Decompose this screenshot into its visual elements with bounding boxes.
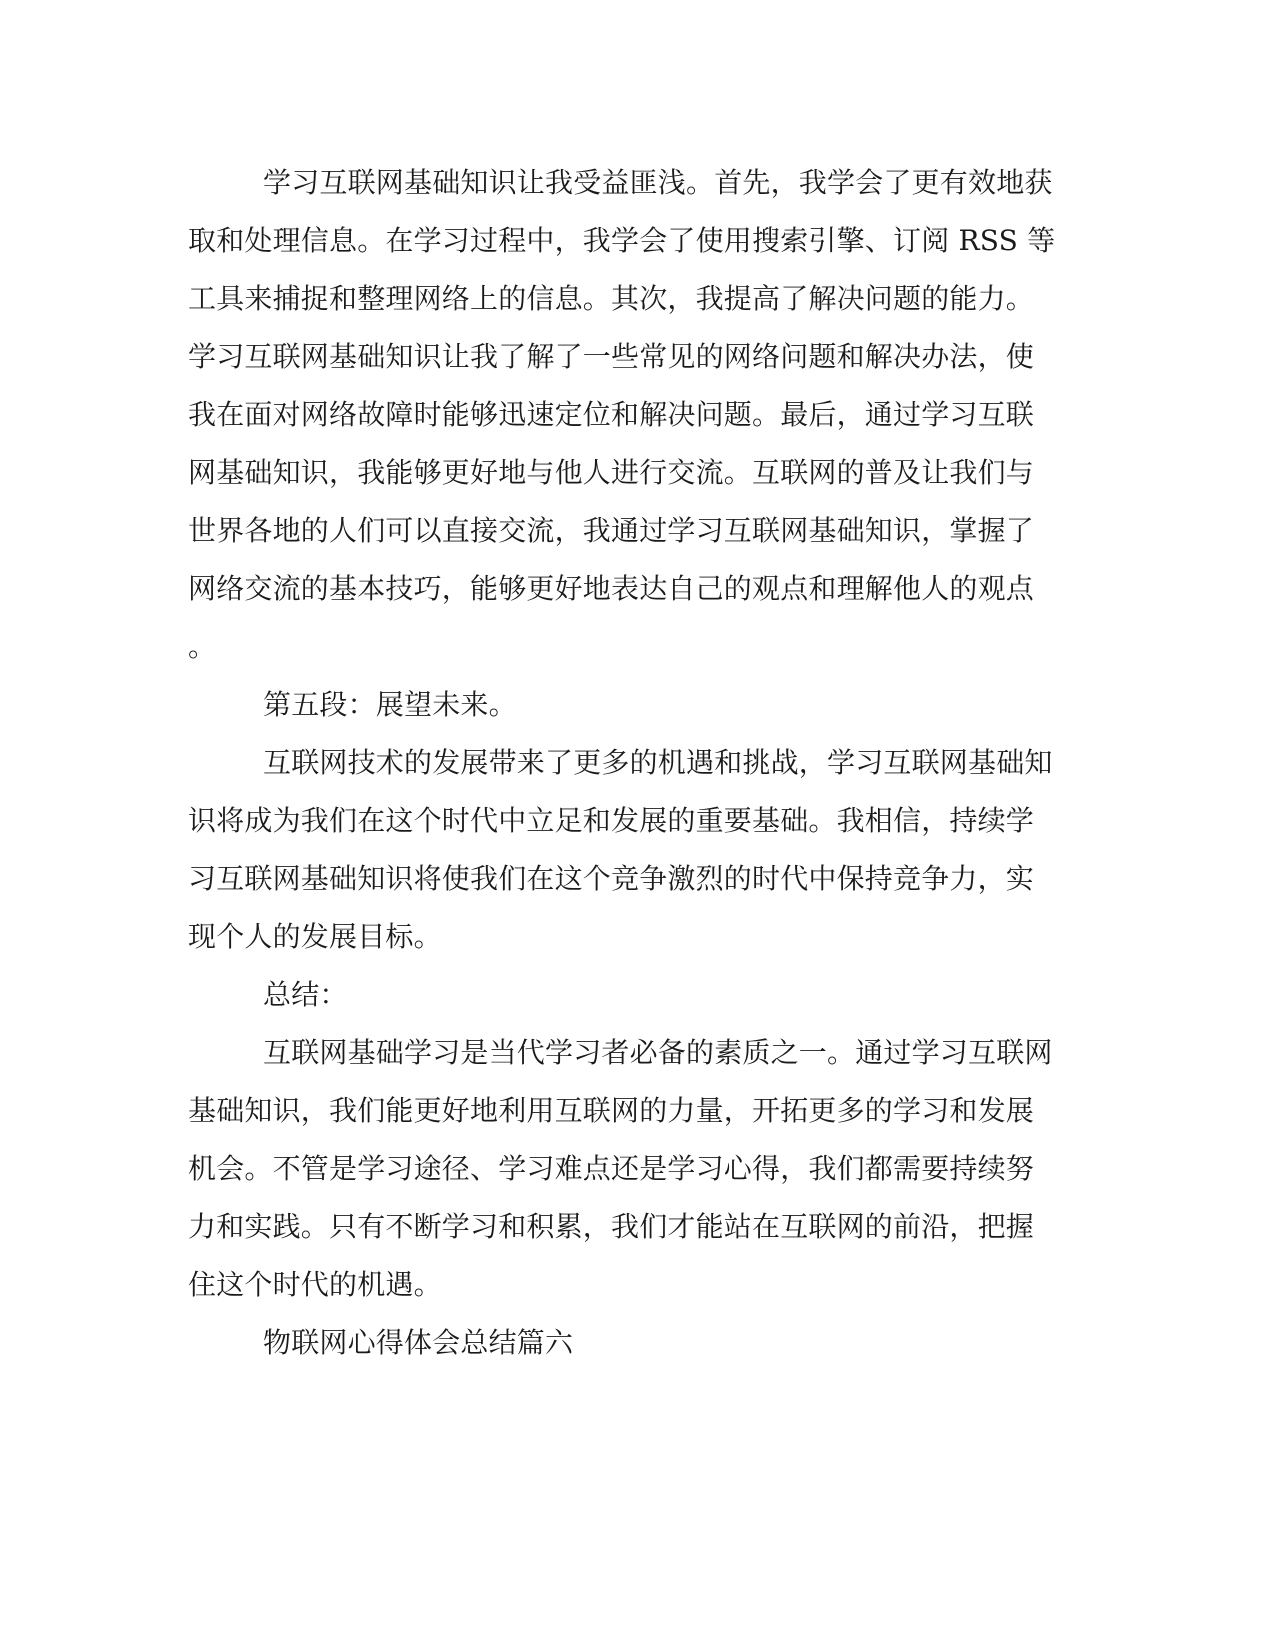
paragraph-line: 网基础知识，我能够更好地与他人进行交流。互联网的普及让我们与 xyxy=(188,456,1035,489)
paragraph-line: 取和处理信息。在学习过程中，我学会了使用搜索引擎、订阅 RSS 等 xyxy=(188,224,1056,257)
paragraph-line: 工具来捕捉和整理网络上的信息。其次，我提高了解决问题的能力。 xyxy=(188,282,1035,315)
paragraph-line: 。 xyxy=(188,630,217,663)
section-heading: 物联网心得体会总结篇六 xyxy=(263,1326,574,1359)
paragraph-line: 学习互联网基础知识让我受益匪浅。首先，我学会了更有效地获 xyxy=(263,166,1053,199)
paragraph-line: 机会。不管是学习途径、学习难点还是学习心得，我们都需要持续努 xyxy=(188,1152,1035,1185)
paragraph-line: 互联网基础学习是当代学习者必备的素质之一。通过学习互联网 xyxy=(263,1036,1053,1069)
section-heading: 总结： xyxy=(263,978,348,1011)
paragraph-line: 世界各地的人们可以直接交流，我通过学习互联网基础知识，掌握了 xyxy=(188,514,1035,547)
section-heading: 第五段：展望未来。 xyxy=(263,688,517,721)
paragraph-line: 习互联网基础知识将使我们在这个竞争激烈的时代中保持竞争力，实 xyxy=(188,862,1035,895)
paragraph-line: 学习互联网基础知识让我了解了一些常见的网络问题和解决办法，使 xyxy=(188,340,1035,373)
paragraph-line: 我在面对网络故障时能够迅速定位和解决问题。最后，通过学习互联 xyxy=(188,398,1035,431)
paragraph-line: 力和实践。只有不断学习和积累，我们才能站在互联网的前沿，把握 xyxy=(188,1210,1035,1243)
paragraph-line: 现个人的发展目标。 xyxy=(188,920,442,953)
paragraph-line: 互联网技术的发展带来了更多的机遇和挑战，学习互联网基础知 xyxy=(263,746,1053,779)
paragraph-line: 识将成为我们在这个时代中立足和发展的重要基础。我相信，持续学 xyxy=(188,804,1035,837)
paragraph-line: 住这个时代的机遇。 xyxy=(188,1268,442,1301)
paragraph-line: 网络交流的基本技巧，能够更好地表达自己的观点和理解他人的观点 xyxy=(188,572,1035,605)
paragraph-line: 基础知识，我们能更好地利用互联网的力量，开拓更多的学习和发展 xyxy=(188,1094,1035,1127)
